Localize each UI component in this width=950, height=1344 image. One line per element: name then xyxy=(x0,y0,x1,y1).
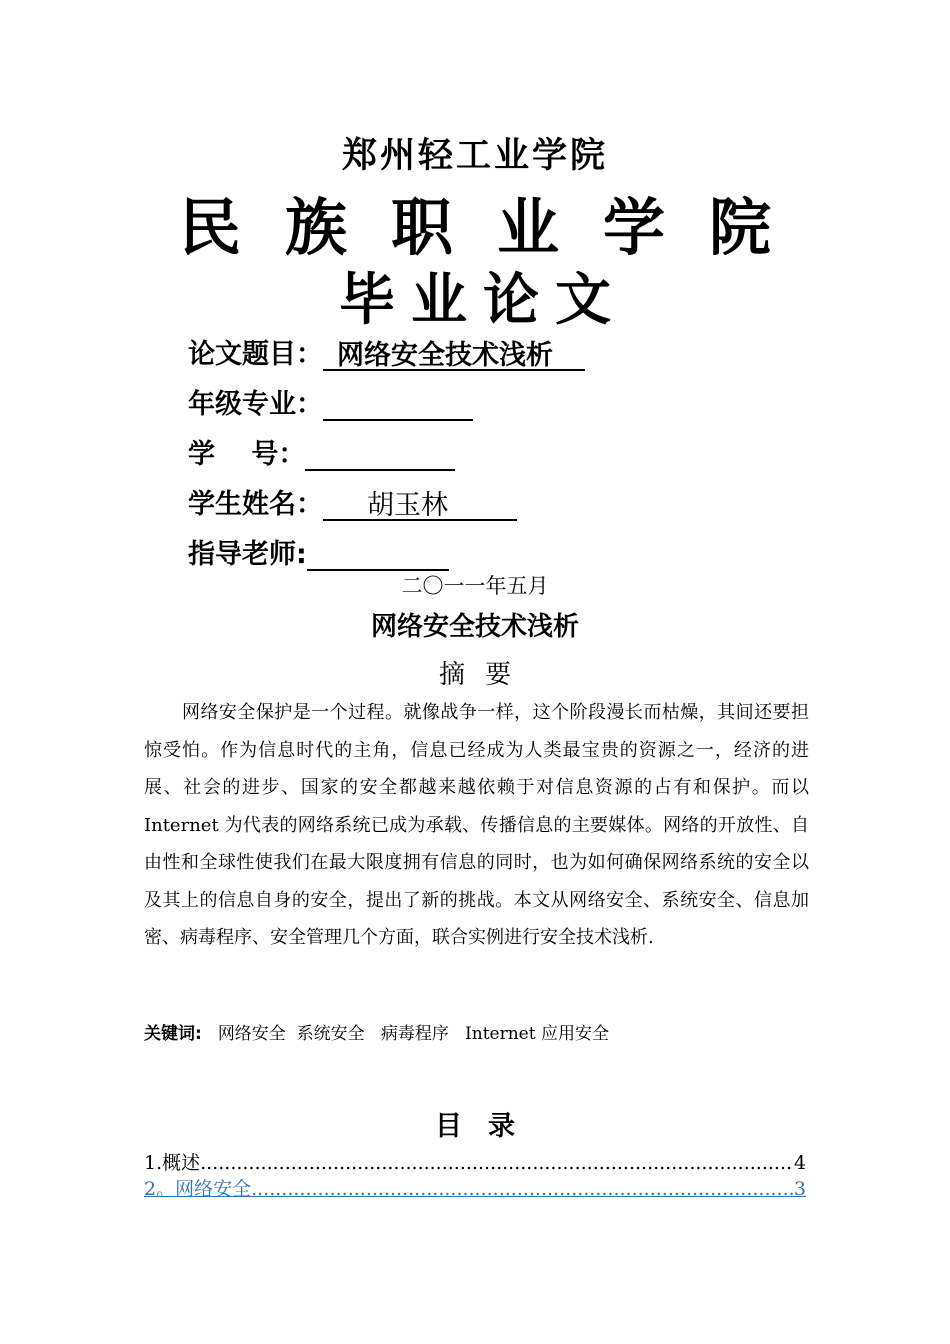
field-value xyxy=(323,389,473,421)
keywords-line xyxy=(144,1019,609,1044)
toc-entry-text: 2。网络安全 xyxy=(144,1178,252,1200)
field-thesis-title xyxy=(188,332,585,371)
toc-entry-page: 4 xyxy=(793,1152,806,1174)
field-label: 学生姓名： xyxy=(188,489,323,520)
toc-entry-page: 3 xyxy=(793,1178,806,1200)
field-label: 年级专业： xyxy=(188,389,323,420)
field-label: 论文题目： xyxy=(188,339,323,370)
field-label: 学 号： xyxy=(188,439,306,470)
cover-date: 二〇一一年五月 xyxy=(401,574,549,598)
toc-entry-link[interactable] xyxy=(144,1174,806,1201)
field-value: 网络安全技术浅析 xyxy=(323,341,585,371)
university-name: 郑州轻工业学院 xyxy=(341,135,608,176)
keywords-label: 关键词: xyxy=(144,1024,202,1044)
document-type: 毕业论文 xyxy=(339,267,627,333)
keywords-value: 网络安全 系统安全 病毒程序 Internet 应用安全 xyxy=(217,1024,609,1044)
field-grade-major xyxy=(188,382,473,421)
abstract-heading: 摘要 xyxy=(438,660,531,690)
toc-entry-text: 1.概述 xyxy=(144,1152,201,1174)
field-value xyxy=(307,539,449,571)
toc-leader-dots xyxy=(251,1178,794,1200)
field-student-id xyxy=(188,432,455,471)
field-label: 指导老师: xyxy=(188,539,307,570)
toc-entry[interactable] xyxy=(144,1148,806,1175)
field-value: 胡玉林 xyxy=(323,491,517,521)
field-student-name xyxy=(188,482,517,521)
abstract-text: 网络安全保护是一个过程。就像战争一样，这个阶段漫长而枯燥，其间还要担惊受怕。作为信息时代的主角，信息已经成为人类最宝贵的资源之一，经济的进展、社会的进步、国家的安全都越来越依赖于对信息资源的占有和保护。而以 Internet 为代表的网络系统已成为承载、传播信息的主要媒体。网络的开放性、自由性和全球性使我们在最大限度拥有信息的同时，也为如何确保网络系统的安全以及其上的信息自身的安全，提出了新的挑战。本文从网络安全、系统安全、信息加密、病毒程序、安全管理几个方面，联合实例进行安全技术浅析. xyxy=(144,702,809,948)
toc-heading: 目录 xyxy=(435,1111,541,1142)
field-value xyxy=(305,439,455,471)
field-advisor xyxy=(188,532,449,571)
college-name: 民族职业学院 xyxy=(178,191,815,264)
toc-leader-dots xyxy=(200,1152,794,1174)
paper-title: 网络安全技术浅析 xyxy=(370,612,579,642)
